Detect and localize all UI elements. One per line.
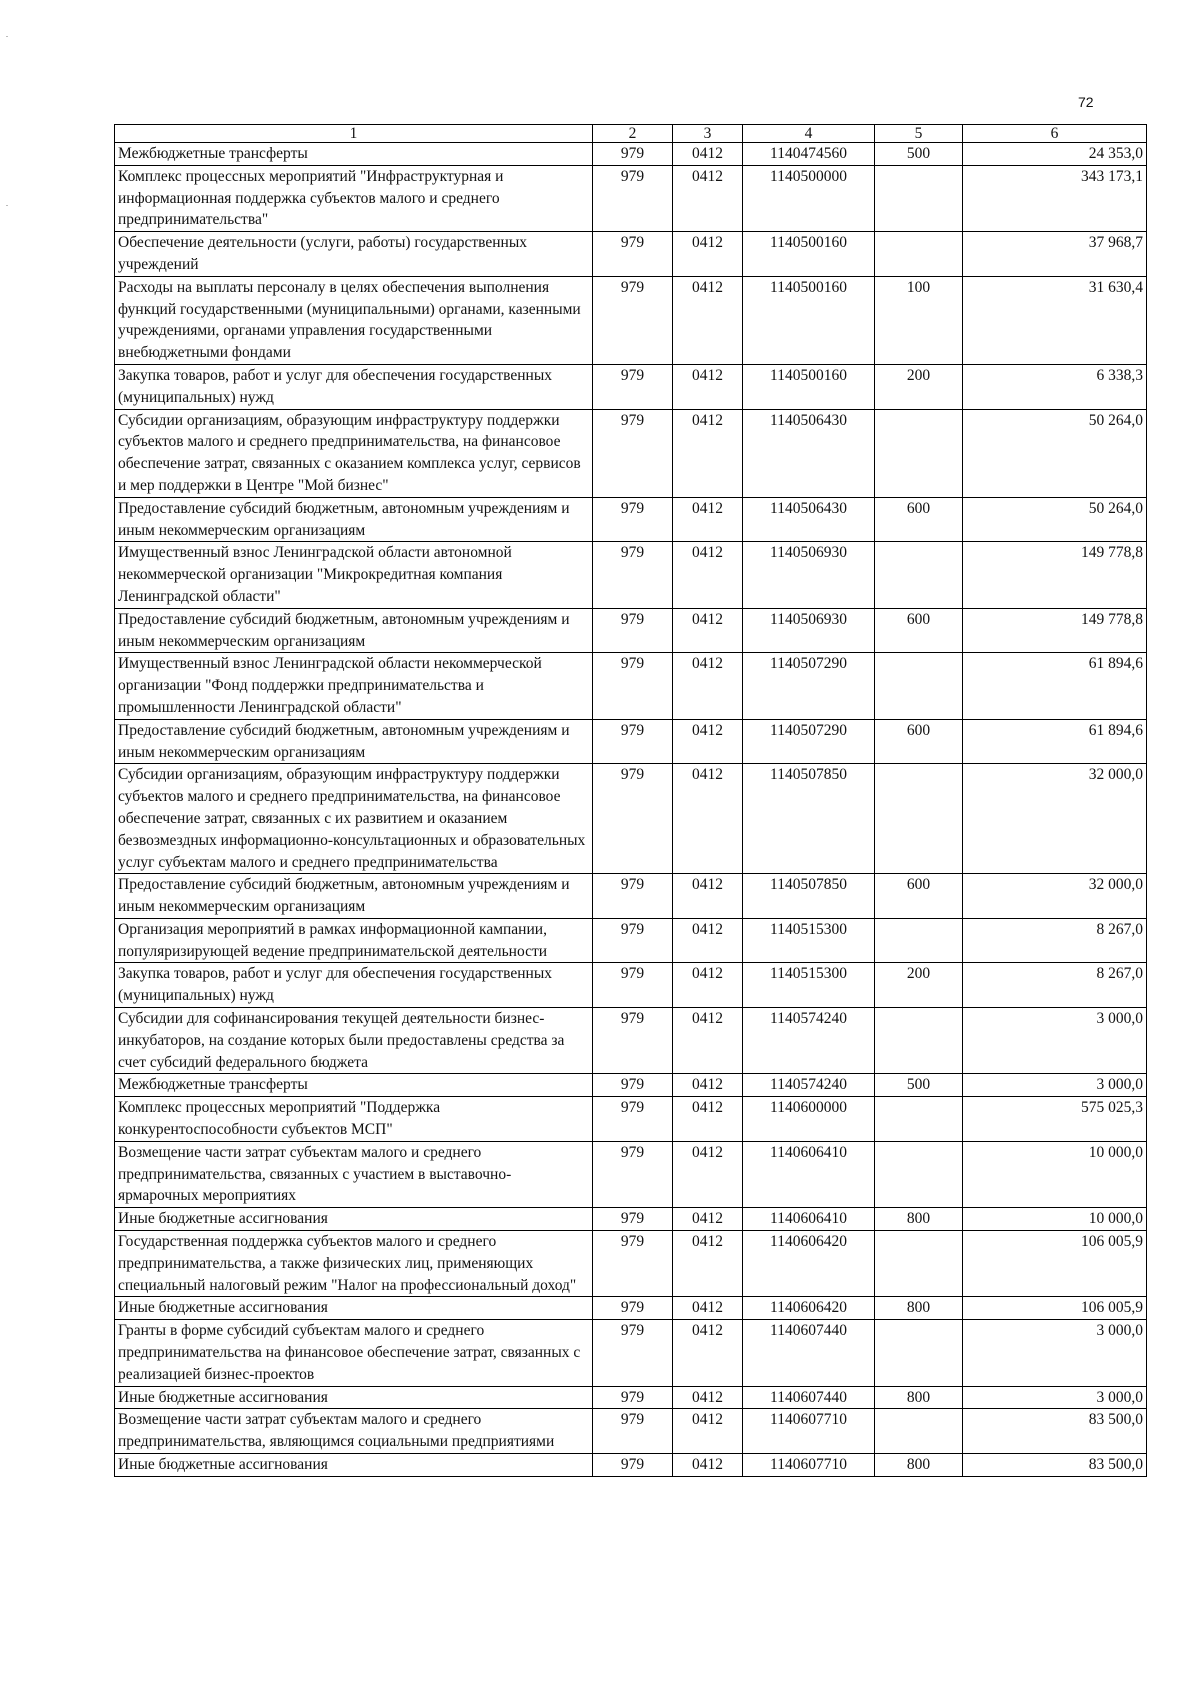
- table-row: [115, 1409, 1147, 1454]
- table-row: [115, 165, 1147, 231]
- table-row: [115, 1208, 1147, 1231]
- cell-name: Возмещение части затрат субъектам малого и среднего предпринимательства, являющимся социальными предприятиями: [115, 1409, 593, 1454]
- cell-vr: [875, 764, 963, 874]
- cell-sum: 61 894,6: [963, 719, 1147, 764]
- table-body: [115, 143, 1147, 1477]
- table-row: [115, 764, 1147, 874]
- cell-code: 979: [593, 364, 673, 409]
- cell-sum: 106 005,9: [963, 1297, 1147, 1320]
- table-row: [115, 653, 1147, 719]
- cell-sum: 3 000,0: [963, 1074, 1147, 1097]
- cell-code: 979: [593, 764, 673, 874]
- cell-name: Субсидии организациям, образующим инфраструктуру поддержки субъектов малого и среднего предпринимательства, на финансовое обеспечение затрат, связанных с их развитием и оказанием безвозмездных информационно-консультационных и образовательных услуг субъектам малого и среднего предпринимательства: [115, 764, 593, 874]
- cell-csr: 1140574240: [743, 1074, 875, 1097]
- scan-artifact: [6, 36, 8, 37]
- header-row: [115, 125, 1147, 143]
- cell-vr: [875, 1097, 963, 1142]
- cell-code: 979: [593, 1297, 673, 1320]
- cell-section: 0412: [673, 165, 743, 231]
- cell-code: 979: [593, 409, 673, 497]
- cell-code: 979: [593, 1409, 673, 1454]
- cell-sum: 32 000,0: [963, 764, 1147, 874]
- cell-name: Комплекс процессных мероприятий "Поддержка конкурентоспособности субъектов МСП": [115, 1097, 593, 1142]
- cell-name: Иные бюджетные ассигнования: [115, 1297, 593, 1320]
- cell-csr: 1140507290: [743, 719, 875, 764]
- cell-name: Предоставление субсидий бюджетным, автономным учреждениям и иным некоммерческим организациям: [115, 608, 593, 653]
- cell-sum: 83 500,0: [963, 1409, 1147, 1454]
- cell-name: Предоставление субсидий бюджетным, автономным учреждениям и иным некоммерческим организациям: [115, 719, 593, 764]
- cell-sum: 61 894,6: [963, 653, 1147, 719]
- cell-section: 0412: [673, 276, 743, 364]
- header-cell-name: 1: [115, 125, 593, 143]
- table-row: [115, 719, 1147, 764]
- cell-sum: 3 000,0: [963, 1008, 1147, 1074]
- cell-sum: 343 173,1: [963, 165, 1147, 231]
- budget-table: [114, 124, 1147, 1477]
- cell-sum: 37 968,7: [963, 232, 1147, 277]
- cell-section: 0412: [673, 542, 743, 608]
- cell-csr: 1140606420: [743, 1231, 875, 1297]
- cell-sum: 31 630,4: [963, 276, 1147, 364]
- cell-csr: 1140507850: [743, 764, 875, 874]
- cell-name: Межбюджетные трансферты: [115, 143, 593, 166]
- cell-csr: 1140606410: [743, 1208, 875, 1231]
- header-cell-sum: 6: [963, 125, 1147, 143]
- cell-code: 979: [593, 874, 673, 919]
- cell-name: Гранты в форме субсидий субъектам малого и среднего предпринимательства на финансовое обеспечение затрат, связанных с реализацией бизнес-проектов: [115, 1320, 593, 1386]
- cell-section: 0412: [673, 1008, 743, 1074]
- cell-csr: 1140500160: [743, 364, 875, 409]
- cell-code: 979: [593, 1074, 673, 1097]
- cell-vr: 800: [875, 1297, 963, 1320]
- cell-code: 979: [593, 1386, 673, 1409]
- table-header: [115, 125, 1147, 143]
- cell-vr: [875, 165, 963, 231]
- table-row: [115, 1141, 1147, 1207]
- cell-sum: 149 778,8: [963, 542, 1147, 608]
- cell-vr: [875, 542, 963, 608]
- header-cell-csr: 4: [743, 125, 875, 143]
- cell-section: 0412: [673, 1208, 743, 1231]
- cell-sum: 8 267,0: [963, 963, 1147, 1008]
- cell-vr: 200: [875, 364, 963, 409]
- cell-code: 979: [593, 1008, 673, 1074]
- cell-section: 0412: [673, 653, 743, 719]
- cell-name: Межбюджетные трансферты: [115, 1074, 593, 1097]
- cell-section: 0412: [673, 1320, 743, 1386]
- cell-vr: [875, 1320, 963, 1386]
- cell-code: 979: [593, 1097, 673, 1142]
- cell-code: 979: [593, 608, 673, 653]
- cell-code: 979: [593, 653, 673, 719]
- cell-sum: 6 338,3: [963, 364, 1147, 409]
- cell-csr: 1140500160: [743, 276, 875, 364]
- cell-section: 0412: [673, 143, 743, 166]
- cell-section: 0412: [673, 1141, 743, 1207]
- cell-code: 979: [593, 918, 673, 963]
- cell-name: Закупка товаров, работ и услуг для обеспечения государственных (муниципальных) нужд: [115, 364, 593, 409]
- cell-vr: 600: [875, 719, 963, 764]
- table-row: [115, 232, 1147, 277]
- cell-csr: 1140474560: [743, 143, 875, 166]
- cell-csr: 1140574240: [743, 1008, 875, 1074]
- cell-section: 0412: [673, 918, 743, 963]
- cell-name: Обеспечение деятельности (услуги, работы) государственных учреждений: [115, 232, 593, 277]
- cell-name: Государственная поддержка субъектов малого и среднего предпринимательства, а также физических лиц, применяющих специальный налоговый режим "Налог на профессиональный доход": [115, 1231, 593, 1297]
- cell-name: Иные бюджетные ассигнования: [115, 1208, 593, 1231]
- table-row: [115, 364, 1147, 409]
- cell-section: 0412: [673, 1409, 743, 1454]
- table-row: [115, 1097, 1147, 1142]
- cell-csr: 1140507290: [743, 653, 875, 719]
- table-row: [115, 1231, 1147, 1297]
- header-cell-vr: 5: [875, 125, 963, 143]
- cell-vr: 600: [875, 874, 963, 919]
- cell-vr: [875, 409, 963, 497]
- cell-sum: 32 000,0: [963, 874, 1147, 919]
- cell-section: 0412: [673, 1074, 743, 1097]
- table-row: [115, 1008, 1147, 1074]
- cell-csr: 1140506930: [743, 542, 875, 608]
- table-row: [115, 276, 1147, 364]
- scan-artifact: [6, 205, 8, 206]
- cell-code: 979: [593, 542, 673, 608]
- cell-vr: 800: [875, 1454, 963, 1477]
- cell-vr: [875, 1409, 963, 1454]
- cell-name: Иные бюджетные ассигнования: [115, 1386, 593, 1409]
- cell-vr: [875, 918, 963, 963]
- cell-csr: 1140507850: [743, 874, 875, 919]
- cell-name: Организация мероприятий в рамках информационной кампании, популяризирующей ведение предпринимательской деятельности: [115, 918, 593, 963]
- cell-code: 979: [593, 1320, 673, 1386]
- page-number: 72: [1078, 94, 1094, 110]
- table-row: [115, 1454, 1147, 1477]
- cell-name: Имущественный взнос Ленинградской области некоммерческой организации "Фонд поддержки предпринимательства и промышленности Ленинградской области": [115, 653, 593, 719]
- cell-sum: 83 500,0: [963, 1454, 1147, 1477]
- cell-name: Возмещение части затрат субъектам малого и среднего предпринимательства, связанных с участием в выставочно-ярмарочных мероприятиях: [115, 1141, 593, 1207]
- table-row: [115, 143, 1147, 166]
- table-row: [115, 409, 1147, 497]
- cell-section: 0412: [673, 608, 743, 653]
- cell-code: 979: [593, 143, 673, 166]
- cell-name: Расходы на выплаты персоналу в целях обеспечения выполнения функций государственными (муниципальными) органами, казенными учреждениями, органами управления государственными внебюджетными фондами: [115, 276, 593, 364]
- cell-code: 979: [593, 963, 673, 1008]
- cell-csr: 1140607440: [743, 1386, 875, 1409]
- cell-section: 0412: [673, 719, 743, 764]
- cell-vr: 800: [875, 1208, 963, 1231]
- header-cell-code: 2: [593, 125, 673, 143]
- cell-sum: 50 264,0: [963, 409, 1147, 497]
- cell-csr: 1140600000: [743, 1097, 875, 1142]
- cell-section: 0412: [673, 1231, 743, 1297]
- cell-section: 0412: [673, 963, 743, 1008]
- cell-sum: 50 264,0: [963, 497, 1147, 542]
- cell-name: Предоставление субсидий бюджетным, автономным учреждениям и иным некоммерческим организациям: [115, 497, 593, 542]
- cell-sum: 3 000,0: [963, 1320, 1147, 1386]
- cell-csr: 1140606410: [743, 1141, 875, 1207]
- cell-code: 979: [593, 1231, 673, 1297]
- cell-vr: [875, 1231, 963, 1297]
- cell-vr: 800: [875, 1386, 963, 1409]
- cell-csr: 1140500160: [743, 232, 875, 277]
- table-row: [115, 608, 1147, 653]
- cell-csr: 1140515300: [743, 963, 875, 1008]
- cell-section: 0412: [673, 764, 743, 874]
- cell-section: 0412: [673, 1297, 743, 1320]
- cell-csr: 1140506930: [743, 608, 875, 653]
- cell-csr: 1140515300: [743, 918, 875, 963]
- cell-section: 0412: [673, 497, 743, 542]
- table-row: [115, 874, 1147, 919]
- table-row: [115, 918, 1147, 963]
- cell-sum: 3 000,0: [963, 1386, 1147, 1409]
- cell-csr: 1140500000: [743, 165, 875, 231]
- cell-csr: 1140607440: [743, 1320, 875, 1386]
- cell-name: Иные бюджетные ассигнования: [115, 1454, 593, 1477]
- cell-section: 0412: [673, 1097, 743, 1142]
- table-row: [115, 1297, 1147, 1320]
- cell-name: Имущественный взнос Ленинградской области автономной некоммерческой организации "Микрокредитная компания Ленинградской области": [115, 542, 593, 608]
- cell-sum: 106 005,9: [963, 1231, 1147, 1297]
- cell-vr: 100: [875, 276, 963, 364]
- cell-section: 0412: [673, 1454, 743, 1477]
- cell-vr: 500: [875, 1074, 963, 1097]
- cell-sum: 149 778,8: [963, 608, 1147, 653]
- cell-sum: 575 025,3: [963, 1097, 1147, 1142]
- cell-section: 0412: [673, 874, 743, 919]
- cell-code: 979: [593, 165, 673, 231]
- header-cell-section: 3: [673, 125, 743, 143]
- cell-vr: [875, 1008, 963, 1074]
- cell-name: Субсидии организациям, образующим инфраструктуру поддержки субъектов малого и среднего предпринимательства, на финансовое обеспечение затрат, связанных с оказанием комплекса услуг, сервисов и мер поддержки в Центре "Мой бизнес": [115, 409, 593, 497]
- cell-csr: 1140506430: [743, 409, 875, 497]
- cell-code: 979: [593, 1208, 673, 1231]
- table-row: [115, 497, 1147, 542]
- table-row: [115, 1074, 1147, 1097]
- cell-name: Закупка товаров, работ и услуг для обеспечения государственных (муниципальных) нужд: [115, 963, 593, 1008]
- cell-vr: 600: [875, 497, 963, 542]
- table-row: [115, 1320, 1147, 1386]
- cell-vr: [875, 1141, 963, 1207]
- cell-section: 0412: [673, 1386, 743, 1409]
- cell-code: 979: [593, 1454, 673, 1477]
- table-row: [115, 1386, 1147, 1409]
- cell-csr: 1140607710: [743, 1454, 875, 1477]
- cell-sum: 8 267,0: [963, 918, 1147, 963]
- cell-section: 0412: [673, 409, 743, 497]
- cell-sum: 10 000,0: [963, 1208, 1147, 1231]
- cell-code: 979: [593, 232, 673, 277]
- cell-csr: 1140506430: [743, 497, 875, 542]
- cell-code: 979: [593, 276, 673, 364]
- cell-csr: 1140607710: [743, 1409, 875, 1454]
- cell-name: Комплекс процессных мероприятий "Инфраструктурная и информационная поддержка субъектов малого и среднего предпринимательства": [115, 165, 593, 231]
- cell-vr: 200: [875, 963, 963, 1008]
- cell-vr: 600: [875, 608, 963, 653]
- cell-csr: 1140606420: [743, 1297, 875, 1320]
- cell-sum: 10 000,0: [963, 1141, 1147, 1207]
- cell-code: 979: [593, 497, 673, 542]
- table-row: [115, 542, 1147, 608]
- cell-section: 0412: [673, 364, 743, 409]
- cell-vr: 500: [875, 143, 963, 166]
- cell-code: 979: [593, 719, 673, 764]
- cell-name: Субсидии для софинансирования текущей деятельности бизнес-инкубаторов, на создание которых были предоставлены средства за счет субсидий федерального бюджета: [115, 1008, 593, 1074]
- cell-name: Предоставление субсидий бюджетным, автономным учреждениям и иным некоммерческим организациям: [115, 874, 593, 919]
- cell-code: 979: [593, 1141, 673, 1207]
- cell-section: 0412: [673, 232, 743, 277]
- table-row: [115, 963, 1147, 1008]
- cell-vr: [875, 232, 963, 277]
- cell-vr: [875, 653, 963, 719]
- cell-sum: 24 353,0: [963, 143, 1147, 166]
